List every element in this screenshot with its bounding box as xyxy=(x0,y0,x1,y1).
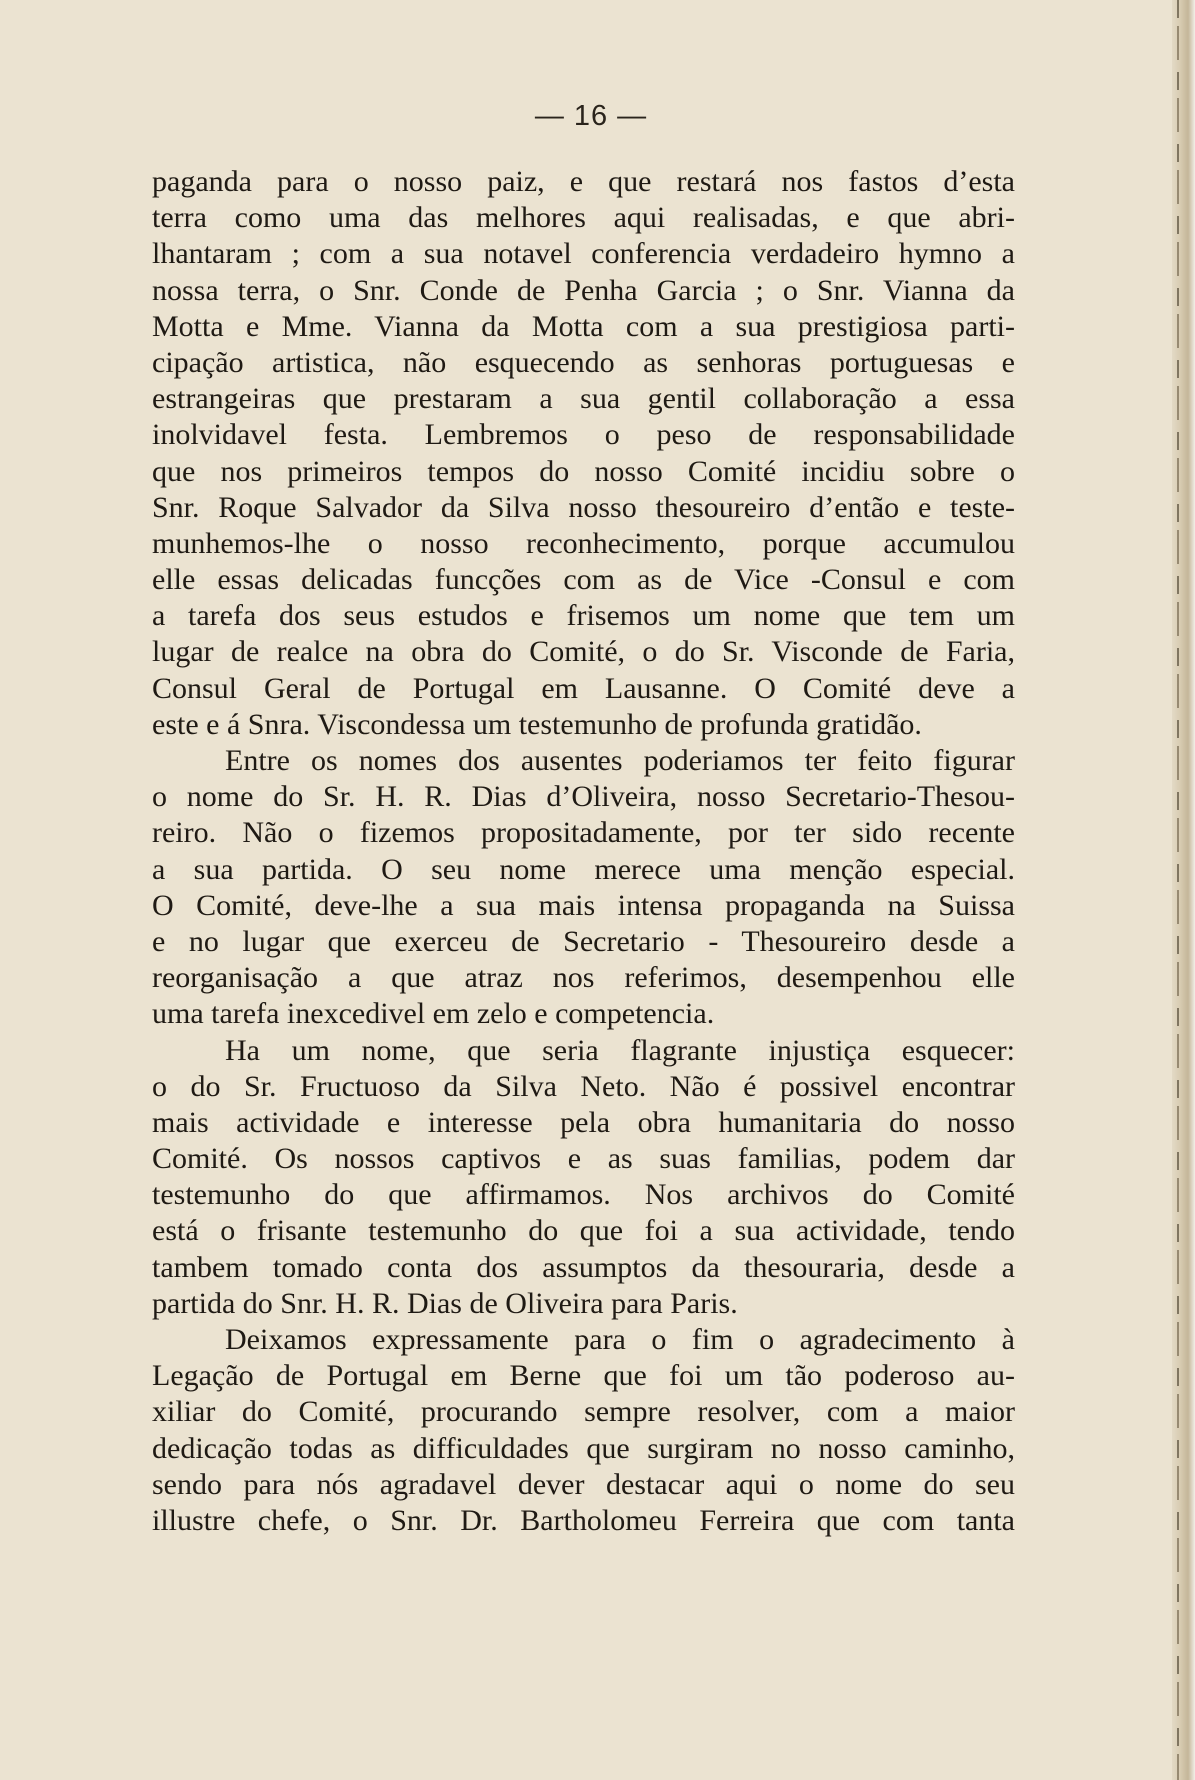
text-line: que nos primeiros tempos do nosso Comité incidiu sobre o xyxy=(152,454,1015,488)
text-line: testemunho do que affirmamos. Nos archivos do Comité xyxy=(152,1178,1015,1212)
text-line: a sua partida. O seu nome merece uma menção especial. xyxy=(152,852,1015,886)
text-line: sendo para nós agradavel dever destacar aqui o nome do seu xyxy=(152,1467,1015,1501)
text-line: terra como uma das melhores aqui realisadas, e que abri- xyxy=(152,201,1015,235)
text-line: inolvidavel festa. Lembremos o peso de responsabilidade xyxy=(152,418,1015,452)
text-line: lugar de realce na obra do Comité, o do Sr. Visconde de Faria, xyxy=(152,635,1015,669)
paragraph-start-line: Deixamos expressamente para o fim o agradecimento à xyxy=(225,1323,1015,1356)
text-line: o nome do Sr. H. R. Dias d’Oliveira, nosso Secretario-Thesou- xyxy=(152,780,1015,814)
text-line: elle essas delicadas funcções com as de Vice -Consul e com xyxy=(152,563,1015,597)
text-line: tambem tomado conta dos assumptos da thesouraria, desde a xyxy=(152,1250,1015,1284)
text-line: xiliar do Comité, procurando sempre resolver, com a maior xyxy=(152,1395,1015,1429)
text-line: illustre chefe, o Snr. Dr. Bartholomeu Ferreira que com tanta xyxy=(152,1503,1015,1537)
text-line: está o frisante testemunho do que foi a sua actividade, tendo xyxy=(152,1214,1015,1248)
text-line: a tarefa dos seus estudos e frisemos um nome que tem um xyxy=(152,599,1015,633)
text-line: estrangeiras que prestaram a sua gentil collaboração a essa xyxy=(152,382,1015,416)
text-line: reorganisação a que atraz nos referimos, desempenhou elle xyxy=(152,961,1015,995)
text-line: munhemos-lhe o nosso reconhecimento, porque accumulou xyxy=(152,526,1015,560)
text-line: Motta e Mme. Vianna da Motta com a sua prestigiosa parti- xyxy=(152,309,1015,343)
text-line: uma tarefa inexcedivel em zelo e competencia. xyxy=(152,997,715,1031)
text-line: cipação artistica, não esquecendo as senhoras portuguesas e xyxy=(152,345,1015,379)
text-line: Comité. Os nossos captivos e as suas familias, podem dar xyxy=(152,1142,1015,1176)
text-line: este e á Snra. Viscondessa um testemunho de profunda gratidão. xyxy=(152,707,922,741)
paragraph-start-line: Entre os nomes dos ausentes poderiamos ter feito figurar xyxy=(225,744,1015,777)
body-text xyxy=(152,164,1015,1539)
text-line: Legação de Portugal em Berne que foi um tão poderoso au- xyxy=(152,1359,1015,1393)
text-line: paganda para o nosso paiz, e que restará nos fastos d’esta xyxy=(152,165,1015,198)
text-line: Snr. Roque Salvador da Silva nosso thesoureiro d’então e teste- xyxy=(152,490,1015,524)
text-line: dedicação todas as difficuldades que surgiram no nosso caminho, xyxy=(152,1431,1015,1465)
text-line: o do Sr. Fructuoso da Silva Neto. Não é possivel encontrar xyxy=(152,1069,1015,1103)
text-line: lhantaram ; com a sua notavel conferencia verdadeiro hymno a xyxy=(152,237,1015,271)
page-edge xyxy=(1172,0,1195,1780)
text-line: O Comité, deve-lhe a sua mais intensa propaganda na Suissa xyxy=(152,888,1015,922)
text-line: nossa terra, o Snr. Conde de Penha Garcia ; o Snr. Vianna da xyxy=(152,273,1015,307)
text-line: e no lugar que exerceu de Secretario - Thesoureiro desde a xyxy=(152,924,1015,958)
text-line: reiro. Não o fizemos propositadamente, por ter sido recente xyxy=(152,816,1015,850)
paragraph-start-line: Ha um nome, que seria flagrante injustiça esquecer: xyxy=(225,1033,1015,1067)
text-line: mais actividade e interesse pela obra humanitaria do nosso xyxy=(152,1105,1015,1139)
page-number: — 16 — xyxy=(534,100,648,132)
text-line: Consul Geral de Portugal em Lausanne. O Comité deve a xyxy=(152,671,1015,705)
text-line: partida do Snr. H. R. Dias de Oliveira para Paris. xyxy=(152,1286,738,1320)
